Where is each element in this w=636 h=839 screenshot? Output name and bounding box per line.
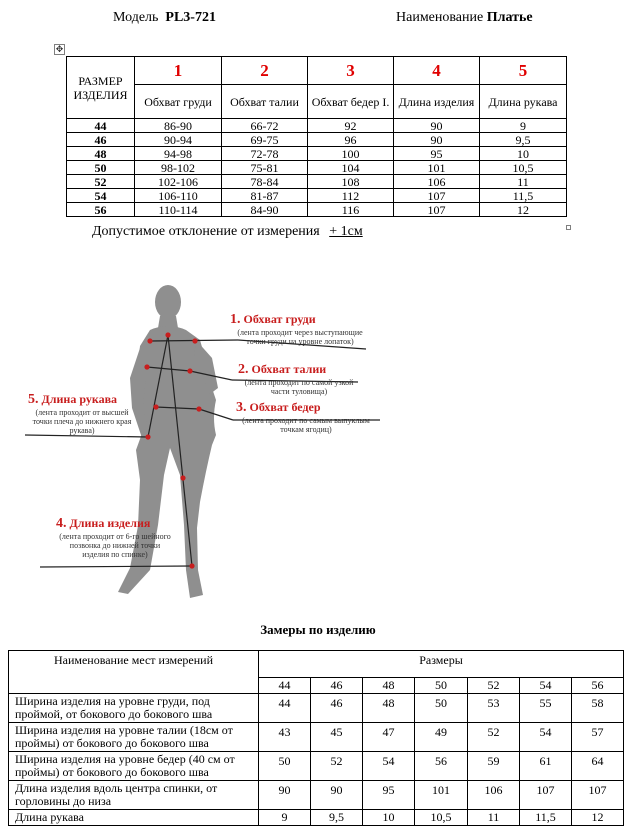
table-row: [67, 147, 567, 161]
size-cell: 50: [67, 161, 135, 175]
size-header-cell: 52: [468, 678, 520, 694]
table-row: [67, 161, 567, 175]
value-cell: 53: [468, 694, 520, 723]
measurement-name: Ширина изделия на уровне бедер (40 см от проймы) от бокового до бокового шва: [9, 752, 259, 781]
table-row: [67, 175, 567, 189]
product-measurements-table: [8, 650, 624, 826]
value-cell: 43: [259, 723, 311, 752]
annotation-description: (лента проходит через выступающие точки груди на уровне лопаток): [237, 328, 363, 346]
annotation-description: (лента проходит по самым выпуклым точкам ягодиц): [242, 416, 370, 434]
table-row: [67, 203, 567, 217]
value-cell: 11: [468, 810, 520, 826]
table-row: [67, 189, 567, 203]
name-label: Наименование: [396, 10, 484, 25]
annotation-number: 3.: [236, 400, 247, 415]
value-cell: 72-78: [222, 147, 308, 161]
size-cell: 44: [67, 119, 135, 133]
annotation-title: Длина изделия: [69, 516, 151, 530]
measure-number: 3: [308, 57, 394, 85]
measurement-figure: [0, 270, 636, 610]
value-cell: 50: [415, 694, 468, 723]
value-cell: 95: [394, 147, 480, 161]
annotation-number: 4.: [56, 516, 67, 531]
value-cell: 61: [520, 752, 572, 781]
value-cell: 90: [394, 119, 480, 133]
value-cell: 52: [468, 723, 520, 752]
value-cell: 54: [520, 723, 572, 752]
value-cell: 49: [415, 723, 468, 752]
size-cell: 48: [67, 147, 135, 161]
value-cell: 45: [311, 723, 363, 752]
value-cell: 90: [259, 781, 311, 810]
value-cell: 107: [572, 781, 624, 810]
value-cell: 56: [415, 752, 468, 781]
value-cell: 101: [415, 781, 468, 810]
size-chart-table: [66, 56, 567, 217]
value-cell: 95: [363, 781, 415, 810]
value-cell: 9: [480, 119, 567, 133]
value-cell: 50: [259, 752, 311, 781]
table-row: [67, 119, 567, 133]
value-cell: 100: [308, 147, 394, 161]
value-cell: 64: [572, 752, 624, 781]
product-name-header: [396, 10, 533, 26]
measure-label: Длина рукава: [480, 85, 567, 119]
value-cell: 98-102: [135, 161, 222, 175]
value-cell: 9,5: [311, 810, 363, 826]
measure-number: 4: [394, 57, 480, 85]
measurement-name: Ширина изделия на уровне груди, под проймой, от бокового до бокового шва: [9, 694, 259, 723]
value-cell: 116: [308, 203, 394, 217]
value-cell: 90: [311, 781, 363, 810]
table-row: [9, 723, 624, 752]
measure-label: Обхват бедер I.: [308, 85, 394, 119]
model-header: [113, 10, 216, 26]
size-cell: 54: [67, 189, 135, 203]
value-cell: 106: [394, 175, 480, 189]
value-cell: 94-98: [135, 147, 222, 161]
annotation-garment-length: [56, 516, 174, 559]
value-cell: 107: [394, 189, 480, 203]
size-header-cell: 50: [415, 678, 468, 694]
tolerance-note: [92, 224, 363, 240]
annotation-number: 1.: [230, 312, 241, 327]
value-cell: 9: [259, 810, 311, 826]
annotation-chest: [230, 312, 370, 346]
value-cell: 10: [363, 810, 415, 826]
value-cell: 101: [394, 161, 480, 175]
size-header-cell: 56: [572, 678, 624, 694]
annotation-number: 2.: [238, 362, 249, 377]
value-cell: 11,5: [480, 189, 567, 203]
value-cell: 54: [363, 752, 415, 781]
value-cell: 9,5: [480, 133, 567, 147]
model-label: Модель: [113, 10, 159, 25]
value-cell: 55: [520, 694, 572, 723]
annotation-hips: [236, 400, 376, 434]
annotation-description: (лента проходит от высшей точки плеча до нижнего края рукава): [32, 408, 132, 435]
value-cell: 52: [311, 752, 363, 781]
table-row: [67, 133, 567, 147]
value-cell: 11,5: [520, 810, 572, 826]
annotation-title: Обхват груди: [243, 312, 316, 326]
value-cell: 92: [308, 119, 394, 133]
table-row: [9, 752, 624, 781]
table-row: [9, 781, 624, 810]
value-cell: 108: [308, 175, 394, 189]
size-cell: 52: [67, 175, 135, 189]
size-header-cell: 48: [363, 678, 415, 694]
value-cell: 104: [308, 161, 394, 175]
value-cell: 75-81: [222, 161, 308, 175]
size-header-cell: 46: [311, 678, 363, 694]
model-value: PL3-721: [165, 10, 216, 25]
value-cell: 84-90: [222, 203, 308, 217]
table-row: [9, 810, 624, 826]
value-cell: 10,5: [480, 161, 567, 175]
table-resize-handle[interactable]: [566, 225, 571, 230]
value-cell: 112: [308, 189, 394, 203]
annotation-description: (лента проходит от 6-го шейного позвонка до нижней точки изделия по спинке): [59, 532, 171, 559]
value-cell: 107: [394, 203, 480, 217]
value-cell: 90: [394, 133, 480, 147]
measure-number: 5: [480, 57, 567, 85]
annotation-sleeve-length: [28, 392, 136, 435]
value-cell: 69-75: [222, 133, 308, 147]
value-cell: 44: [259, 694, 311, 723]
measurement-name: Длина рукава: [9, 810, 259, 826]
name-column-header: Наименование мест измерений: [9, 651, 259, 694]
measure-number: 2: [222, 57, 308, 85]
measure-number: 1: [135, 57, 222, 85]
value-cell: 10: [480, 147, 567, 161]
sizes-header: Размеры: [259, 651, 624, 678]
value-cell: 81-87: [222, 189, 308, 203]
annotation-title: Обхват талии: [251, 362, 327, 376]
value-cell: 106-110: [135, 189, 222, 203]
measurement-name: Длина изделия вдоль центра спинки, от горловины до низа: [9, 781, 259, 810]
value-cell: 90-94: [135, 133, 222, 147]
value-cell: 12: [480, 203, 567, 217]
tolerance-value: + 1см: [329, 224, 363, 239]
measurement-name: Ширина изделия на уровне талии (18см от проймы) от бокового до бокового шва: [9, 723, 259, 752]
value-cell: 59: [468, 752, 520, 781]
value-cell: 46: [311, 694, 363, 723]
annotation-title: Обхват бедер: [249, 400, 321, 414]
table-row: [9, 694, 624, 723]
value-cell: 12: [572, 810, 624, 826]
tolerance-label: Допустимое отклонение от измерения: [92, 224, 320, 239]
value-cell: 48: [363, 694, 415, 723]
value-cell: 107: [520, 781, 572, 810]
size-cell: 46: [67, 133, 135, 147]
annotation-number: 5.: [28, 392, 39, 407]
value-cell: 66-72: [222, 119, 308, 133]
value-cell: 11: [480, 175, 567, 189]
value-cell: 58: [572, 694, 624, 723]
table-move-handle-icon[interactable]: ✥: [55, 45, 64, 55]
value-cell: 86-90: [135, 119, 222, 133]
value-cell: 57: [572, 723, 624, 752]
size-header-cell: 54: [520, 678, 572, 694]
size-column-header: РАЗМЕР ИЗДЕЛИЯ: [67, 57, 135, 119]
name-value: Платье: [486, 10, 533, 25]
value-cell: 78-84: [222, 175, 308, 189]
size-header-cell: 44: [259, 678, 311, 694]
value-cell: 106: [468, 781, 520, 810]
annotation-description: (лента проходит по самой узкой части туловища): [244, 378, 354, 396]
value-cell: 102-106: [135, 175, 222, 189]
annotation-waist: [238, 362, 360, 396]
value-cell: 47: [363, 723, 415, 752]
measure-label: Обхват груди: [135, 85, 222, 119]
measure-label: Длина изделия: [394, 85, 480, 119]
annotation-title: Длина рукава: [41, 392, 118, 406]
value-cell: 110-114: [135, 203, 222, 217]
value-cell: 96: [308, 133, 394, 147]
product-measurements-title: Замеры по изделию: [260, 622, 376, 637]
size-cell: 56: [67, 203, 135, 217]
value-cell: 10,5: [415, 810, 468, 826]
measure-label: Обхват талии: [222, 85, 308, 119]
